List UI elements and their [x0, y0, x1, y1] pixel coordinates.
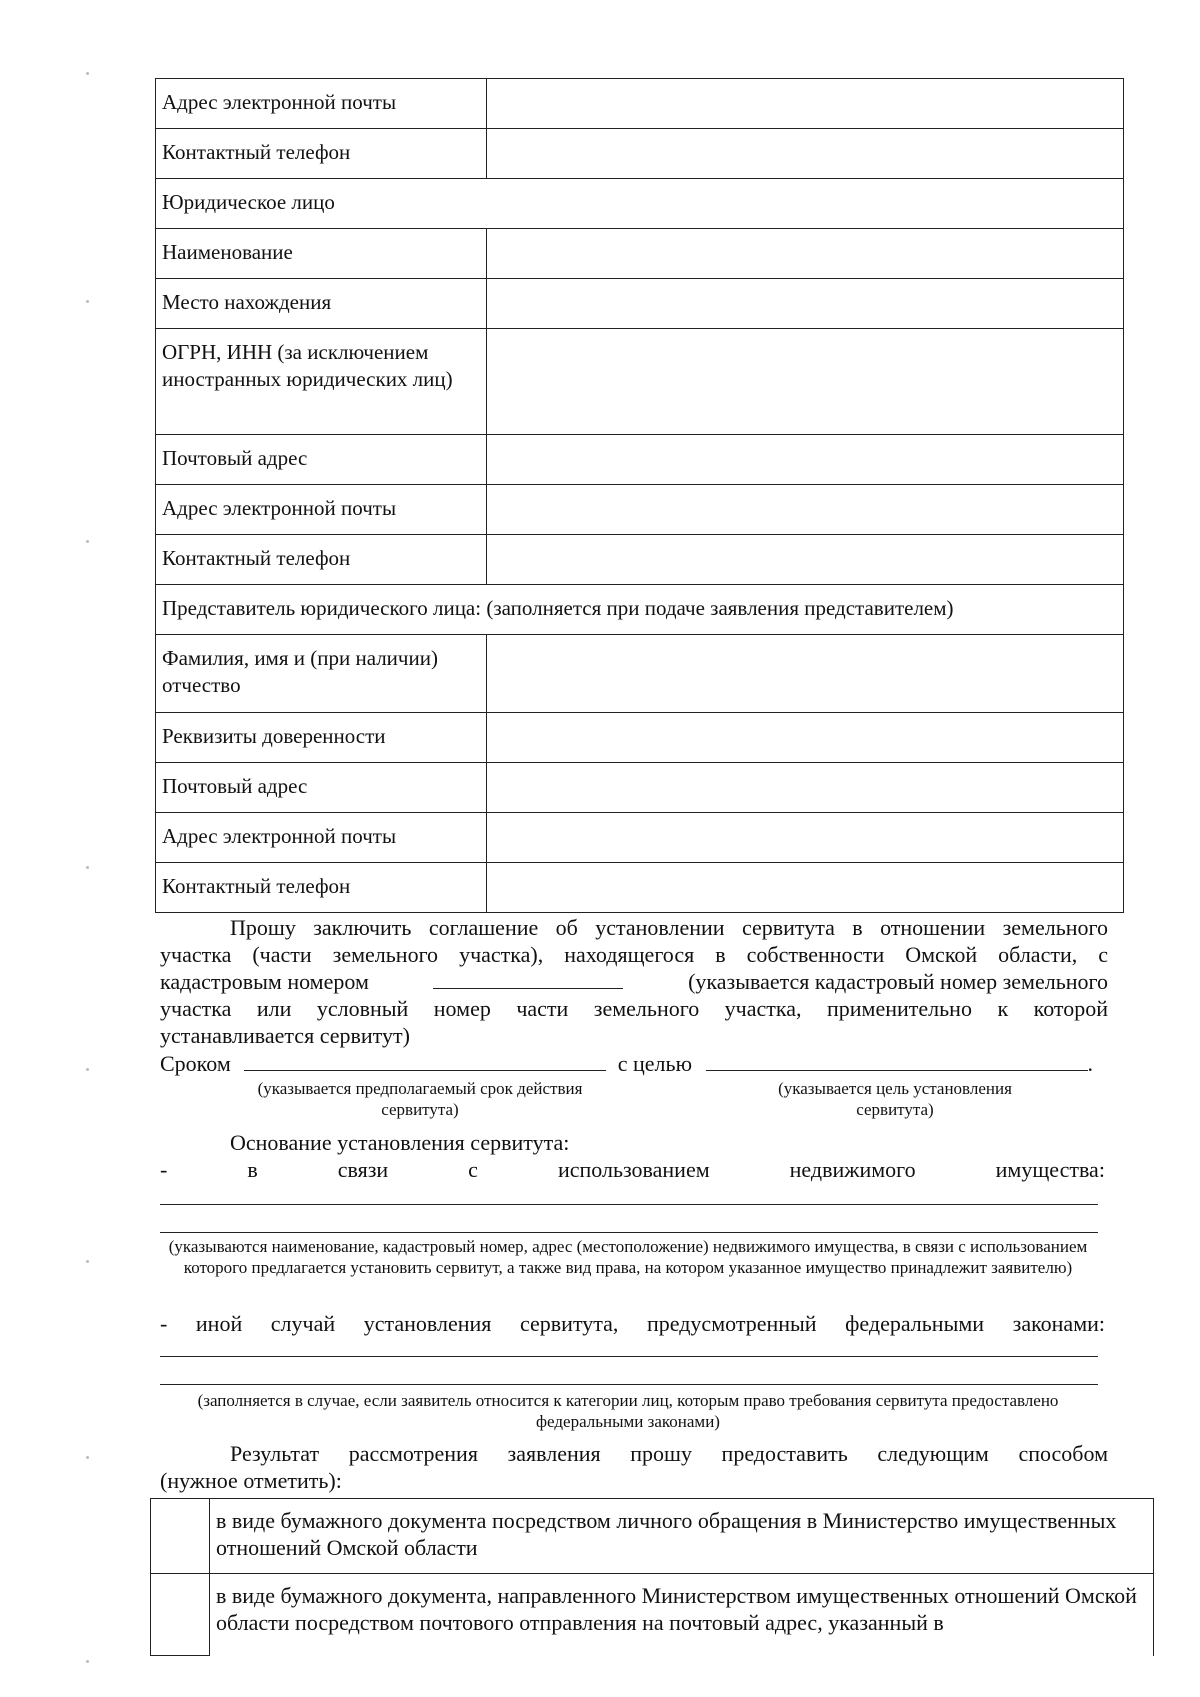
result-line-1: Результат рассмотрения заявления прошу предоставить следующим способом [230, 1441, 1108, 1466]
request-line-1: Прошу заключить соглашение об установлении сервитута в отношении земельного [230, 915, 1108, 940]
cadastral-hint: (указывается кадастровый номер земельного [688, 969, 1108, 994]
request-line-3 [160, 968, 1108, 995]
row-label: Место нахождения [156, 279, 487, 329]
row-value-field[interactable] [487, 535, 1124, 585]
scan-dot [86, 300, 89, 303]
row-label: Контактный телефон [156, 863, 487, 913]
row-value-field[interactable] [487, 279, 1124, 329]
table-row [156, 485, 1124, 535]
row-label: Адрес электронной почты [156, 79, 487, 129]
scan-dot [86, 1068, 89, 1071]
table-row [156, 129, 1124, 179]
row-value-field[interactable] [487, 329, 1124, 435]
option-row [151, 1574, 1154, 1656]
basis-item-1 [160, 1156, 1105, 1183]
table-row [156, 763, 1124, 813]
row-value-field[interactable] [487, 435, 1124, 485]
row-label: Адрес электронной почты [156, 485, 487, 535]
row-label: Наименование [156, 229, 487, 279]
term-line [160, 1050, 1108, 1077]
row-value-field[interactable] [487, 79, 1124, 129]
table-row [156, 229, 1124, 279]
basis-word: в [247, 1157, 258, 1182]
row-value-field[interactable] [487, 863, 1124, 913]
table-row [156, 79, 1124, 129]
request-line-4: участка или условный номер части земельного участка, применительно к которой [160, 996, 1108, 1021]
option-checkbox[interactable] [151, 1499, 210, 1574]
row-value-field[interactable] [487, 229, 1124, 279]
row-value-field[interactable] [487, 713, 1124, 763]
purpose-hint: (указывается цель установления сервитута) [778, 1079, 1012, 1119]
scan-dot [86, 1260, 89, 1263]
applicant-table [155, 78, 1124, 913]
row-label: Контактный телефон [156, 535, 487, 585]
basis-title: Основание установления сервитута: [230, 1130, 570, 1155]
request-line-5: устанавливается сервитут) [160, 1023, 410, 1048]
row-label: ОГРН, ИНН (за исключением иностранных юридических лиц) [156, 329, 487, 435]
basis-word: использованием [557, 1157, 710, 1182]
option-label: в виде бумажного документа посредством личного обращения в Министерство имущественных отношений Омской области [210, 1499, 1154, 1574]
row-label: Контактный телефон [156, 129, 487, 179]
row-value-field[interactable] [487, 813, 1124, 863]
term-hint: (указывается предполагаемый срок действия сервитута) [257, 1079, 583, 1119]
request-line-2: участка (части земельного участка), находящегося в собственности Омской области, с [160, 942, 1108, 967]
purpose-label: с целью [617, 1051, 692, 1076]
section-header: Юридическое лицо [156, 179, 1124, 229]
scan-dot [86, 1456, 89, 1459]
cadastral-label: кадастровым номером [160, 969, 369, 994]
row-label: Фамилия, имя и (при наличии) отчество [156, 635, 487, 713]
term-field[interactable] [244, 1050, 606, 1071]
row-label: Почтовый адрес [156, 763, 487, 813]
table-row [156, 179, 1124, 229]
table-row [156, 635, 1124, 713]
row-label: Почтовый адрес [156, 435, 487, 485]
scan-dot [86, 540, 89, 543]
basis-item-2-line[interactable] [160, 1384, 1098, 1385]
option-row [151, 1499, 1154, 1574]
row-value-field[interactable] [487, 485, 1124, 535]
basis-word: связи [337, 1157, 389, 1182]
term-label: Сроком [160, 1051, 231, 1076]
table-row [156, 279, 1124, 329]
option-checkbox[interactable] [151, 1574, 210, 1656]
table-row [156, 813, 1124, 863]
term-period: . [1087, 1051, 1093, 1076]
basis-word: - [160, 1157, 168, 1182]
scan-dot [86, 866, 89, 869]
row-value-field[interactable] [487, 129, 1124, 179]
row-value-field[interactable] [487, 763, 1124, 813]
table-row [156, 435, 1124, 485]
basis-item-1-line[interactable] [160, 1232, 1098, 1233]
cadastral-number-field[interactable] [433, 968, 623, 989]
row-value-field[interactable] [487, 635, 1124, 713]
basis-item-2: - иной случай установления сервитута, предусмотренный федеральными законами: [160, 1311, 1105, 1336]
basis-item-1-line[interactable] [160, 1204, 1098, 1205]
table-row [156, 585, 1124, 635]
section-header: Представитель юридического лица: (заполняется при подаче заявления представителем) [156, 585, 1124, 635]
table-row [156, 535, 1124, 585]
scan-dot [86, 1660, 89, 1663]
purpose-field[interactable] [706, 1050, 1088, 1071]
basis-item-2-line[interactable] [160, 1356, 1098, 1357]
row-label: Адрес электронной почты [156, 813, 487, 863]
scan-dot [86, 72, 89, 75]
result-line-2: (нужное отметить): [160, 1468, 342, 1493]
basis-item-2-hint: (заполняется в случае, если заявитель относится к категории лиц, которым право требования сервитута предоставлено федеральными законами) [197, 1391, 1059, 1431]
option-label: в виде бумажного документа, направленного Министерством имущественных отношений Омской области посредством почтового отправления на почтовый адрес, указанный в [210, 1574, 1154, 1656]
basis-word: недвижимого [789, 1157, 916, 1182]
basis-word: с [468, 1157, 478, 1182]
row-label: Реквизиты доверенности [156, 713, 487, 763]
table-row [156, 863, 1124, 913]
delivery-options-table [150, 1498, 1154, 1656]
table-row [156, 713, 1124, 763]
basis-item-1-hint: (указываются наименование, кадастровый номер, адрес (местоположение) недвижимого имущества, в связи с использованием которого предлагается установить сервитут, а также вид права, на котором указанное имущество принадлежит заявителю) [168, 1237, 1088, 1277]
basis-word: имущества: [995, 1157, 1105, 1182]
table-row [156, 329, 1124, 435]
